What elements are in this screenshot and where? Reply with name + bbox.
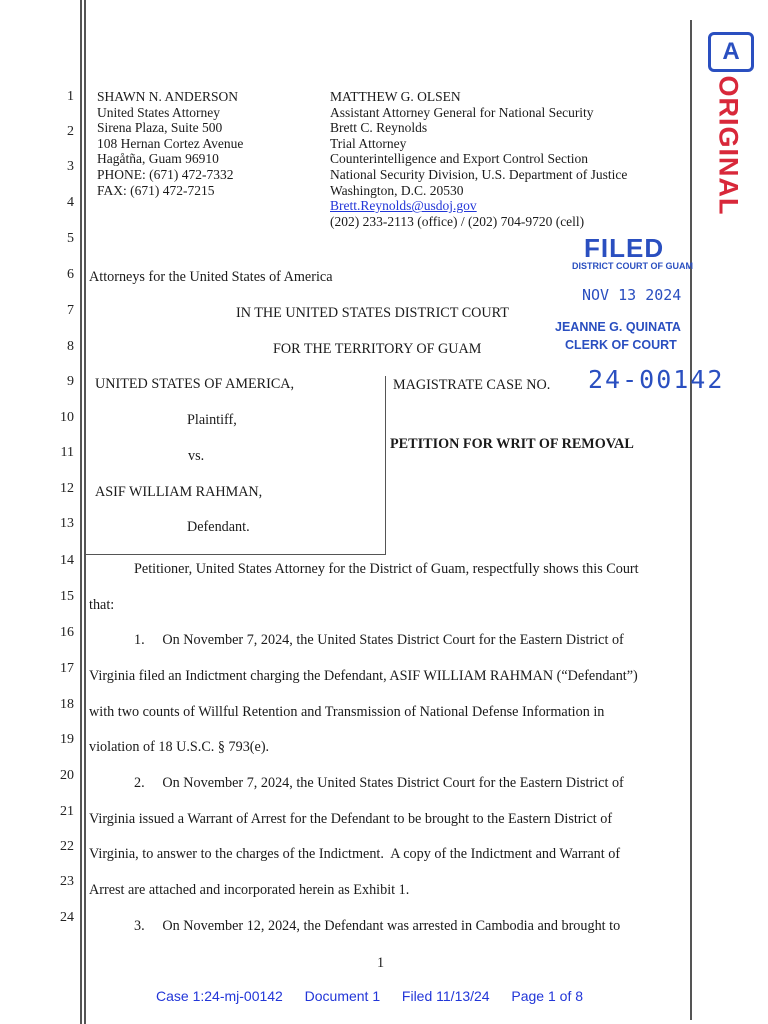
left-margin-rule-inner bbox=[84, 0, 86, 1024]
line-number: 8 bbox=[67, 339, 74, 354]
attorney-title: Assistant Attorney General for National Security bbox=[330, 104, 594, 120]
versus: vs. bbox=[188, 448, 205, 464]
caption-bottom-rule bbox=[86, 554, 386, 555]
line-number: 15 bbox=[60, 589, 74, 604]
case-number-handwritten: 24-00142 bbox=[588, 365, 725, 394]
line-number: 21 bbox=[60, 804, 74, 819]
email-link[interactable]: Brett.Reynolds@usdoj.gov bbox=[330, 198, 477, 214]
paragraph-2-line-2: Virginia issued a Warrant of Arrest for the Defendant to be brought to the Eastern District of bbox=[89, 811, 613, 827]
line-number: 2 bbox=[67, 124, 74, 139]
attorney-title-2: Trial Attorney bbox=[330, 135, 407, 151]
line-number: 1 bbox=[67, 89, 74, 104]
line-number: 20 bbox=[60, 768, 74, 783]
filed-date: NOV 13 2024 bbox=[582, 286, 682, 304]
line-number: 16 bbox=[60, 625, 74, 640]
footer-document: Document 1 bbox=[304, 988, 381, 1004]
line-number: 13 bbox=[60, 516, 74, 531]
case-label: MAGISTRATE CASE NO. bbox=[393, 377, 551, 393]
right-attorney-block bbox=[330, 89, 627, 229]
division: National Security Division, U.S. Department of Justice bbox=[330, 166, 628, 182]
paragraph-2-line-3: Virginia, to answer to the charges of the Indictment. A copy of the Indictment and Warrant of bbox=[89, 846, 621, 862]
line-number: 12 bbox=[60, 481, 74, 496]
ecf-footer bbox=[156, 988, 583, 1004]
paragraph-1-line-4: violation of 18 U.S.C. § 793(e). bbox=[89, 739, 270, 755]
document-title: PETITION FOR WRIT OF REMOVAL bbox=[390, 436, 634, 452]
line-number: 9 bbox=[67, 374, 74, 389]
line-number: 5 bbox=[67, 231, 74, 246]
paragraph-1-line-2: Virginia filed an Indictment charging the Defendant, ASIF WILLIAM RAHMAN (“Defendant”) bbox=[89, 668, 638, 684]
left-margin-rule-outer bbox=[80, 0, 82, 1024]
line-number: 10 bbox=[60, 410, 74, 425]
attorneys-for: Attorneys for the United States of America bbox=[89, 269, 333, 285]
footer-filed: Filed 11/13/24 bbox=[401, 988, 490, 1004]
line-number: 3 bbox=[67, 159, 74, 174]
court-heading-line1: IN THE UNITED STATES DISTRICT COURT bbox=[236, 305, 509, 321]
line-number: 14 bbox=[60, 553, 74, 568]
document-icon: A bbox=[708, 32, 754, 72]
address-line: Sirena Plaza, Suite 500 bbox=[97, 120, 223, 136]
address-city: Hagåtña, Guam 96910 bbox=[97, 151, 219, 167]
paragraph-1-line-3: with two counts of Willful Retention and Transmission of National Defense Information in bbox=[89, 704, 605, 720]
defendant-role: Defendant. bbox=[187, 519, 250, 535]
court-heading-line2: FOR THE TERRITORY OF GUAM bbox=[273, 341, 482, 357]
original-stamp bbox=[700, 30, 760, 216]
line-number: 22 bbox=[60, 839, 74, 854]
original-stamp-text: ORIGINAL bbox=[713, 75, 744, 216]
line-number: 19 bbox=[60, 732, 74, 747]
left-attorney-block bbox=[97, 89, 243, 198]
caption-vertical-rule bbox=[385, 376, 386, 554]
footer-page: Page 1 of 8 bbox=[511, 988, 584, 1004]
phone: PHONE: (671) 472-7332 bbox=[97, 166, 234, 182]
line-number: 7 bbox=[67, 303, 74, 318]
phone: (202) 233-2113 (office) / (202) 704-9720 (cell) bbox=[330, 213, 585, 229]
footer-case: Case 1:24-mj-00142 bbox=[156, 988, 283, 1004]
paragraph-2-line-1: 2. On November 7, 2024, the United States District Court for the Eastern District of bbox=[134, 775, 624, 791]
intro-line-2: that: bbox=[89, 597, 115, 613]
line-number: 6 bbox=[67, 267, 74, 282]
line-number: 24 bbox=[60, 910, 74, 925]
line-number: 4 bbox=[67, 195, 74, 210]
line-number: 17 bbox=[60, 661, 74, 676]
paragraph-1-line-1: 1. On November 7, 2024, the United States District Court for the Eastern District of bbox=[134, 632, 624, 648]
page-number: 1 bbox=[377, 955, 385, 971]
paragraph-3-line-1: 3. On November 12, 2024, the Defendant was arrested in Cambodia and brought to bbox=[134, 918, 621, 934]
plaintiff-role: Plaintiff, bbox=[187, 412, 237, 428]
attorney-name-2: Brett C. Reynolds bbox=[330, 120, 428, 136]
attorney-name: SHAWN N. ANDERSON bbox=[97, 89, 239, 104]
filed-stamp-court: DISTRICT COURT OF GUAM bbox=[572, 261, 693, 271]
paragraph-2-line-4: Arrest are attached and incorporated herein as Exhibit 1. bbox=[89, 882, 410, 898]
defendant-name: ASIF WILLIAM RAHMAN, bbox=[95, 484, 263, 500]
line-number: 11 bbox=[60, 445, 74, 460]
address-line: 108 Hernan Cortez Avenue bbox=[97, 135, 244, 151]
right-margin-rule bbox=[690, 20, 692, 1020]
clerk-title: CLERK OF COURT bbox=[565, 338, 677, 352]
intro-line-1: Petitioner, United States Attorney for the District of Guam, respectfully shows this Court bbox=[134, 561, 639, 577]
filed-stamp-title: FILED bbox=[584, 233, 665, 263]
address-city: Washington, D.C. 20530 bbox=[330, 182, 464, 198]
line-number: 18 bbox=[60, 697, 74, 712]
line-number: 23 bbox=[60, 874, 74, 889]
attorney-title: United States Attorney bbox=[97, 104, 220, 120]
plaintiff-name: UNITED STATES OF AMERICA, bbox=[95, 376, 295, 392]
section: Counterintelligence and Export Control Section bbox=[330, 151, 588, 167]
attorney-name: MATTHEW G. OLSEN bbox=[330, 89, 461, 104]
clerk-name: JEANNE G. QUINATA bbox=[555, 320, 681, 334]
fax: FAX: (671) 472-7215 bbox=[97, 182, 215, 198]
